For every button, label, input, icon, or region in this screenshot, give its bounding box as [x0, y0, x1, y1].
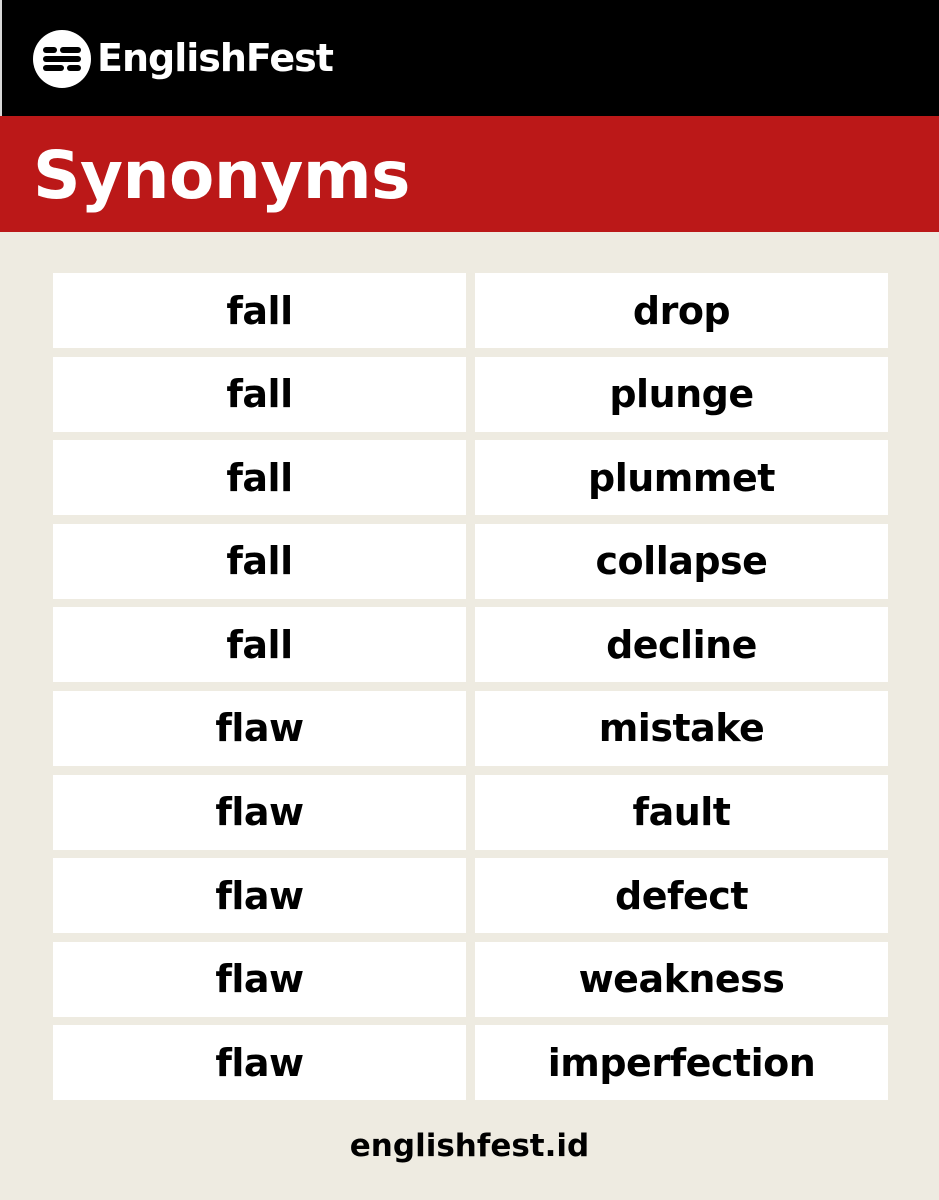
word-cell: flaw — [53, 775, 466, 850]
synonym-cell: drop — [475, 273, 888, 348]
word-cell: flaw — [53, 942, 466, 1017]
synonyms-table — [53, 273, 888, 1100]
word-cell: fall — [53, 607, 466, 682]
table-row — [53, 440, 888, 515]
synonym-cell: weakness — [475, 942, 888, 1017]
synonym-cell: defect — [475, 858, 888, 933]
word-cell: fall — [53, 273, 466, 348]
table-row — [53, 691, 888, 766]
table-row — [53, 273, 888, 348]
word-cell: flaw — [53, 858, 466, 933]
word-cell: fall — [53, 357, 466, 432]
word-cell: flaw — [53, 691, 466, 766]
table-row — [53, 942, 888, 1017]
brand-name: EnglishFest — [97, 36, 333, 80]
table-row — [53, 357, 888, 432]
synonym-cell: fault — [475, 775, 888, 850]
word-cell: flaw — [53, 1025, 466, 1100]
page-title: Synonyms — [33, 137, 410, 214]
synonym-cell: imperfection — [475, 1025, 888, 1100]
synonym-cell: mistake — [475, 691, 888, 766]
table-row — [53, 607, 888, 682]
englishfest-logo-icon — [33, 30, 91, 88]
table-row — [53, 858, 888, 933]
word-cell: fall — [53, 524, 466, 599]
synonym-cell: decline — [475, 607, 888, 682]
table-row — [53, 1025, 888, 1100]
synonym-cell: collapse — [475, 524, 888, 599]
synonym-cell: plummet — [475, 440, 888, 515]
word-cell: fall — [53, 440, 466, 515]
footer-website: englishfest.id — [349, 1128, 590, 1164]
header-edge — [0, 0, 2, 116]
table-row — [53, 775, 888, 850]
synonym-cell: plunge — [475, 357, 888, 432]
table-row — [53, 524, 888, 599]
